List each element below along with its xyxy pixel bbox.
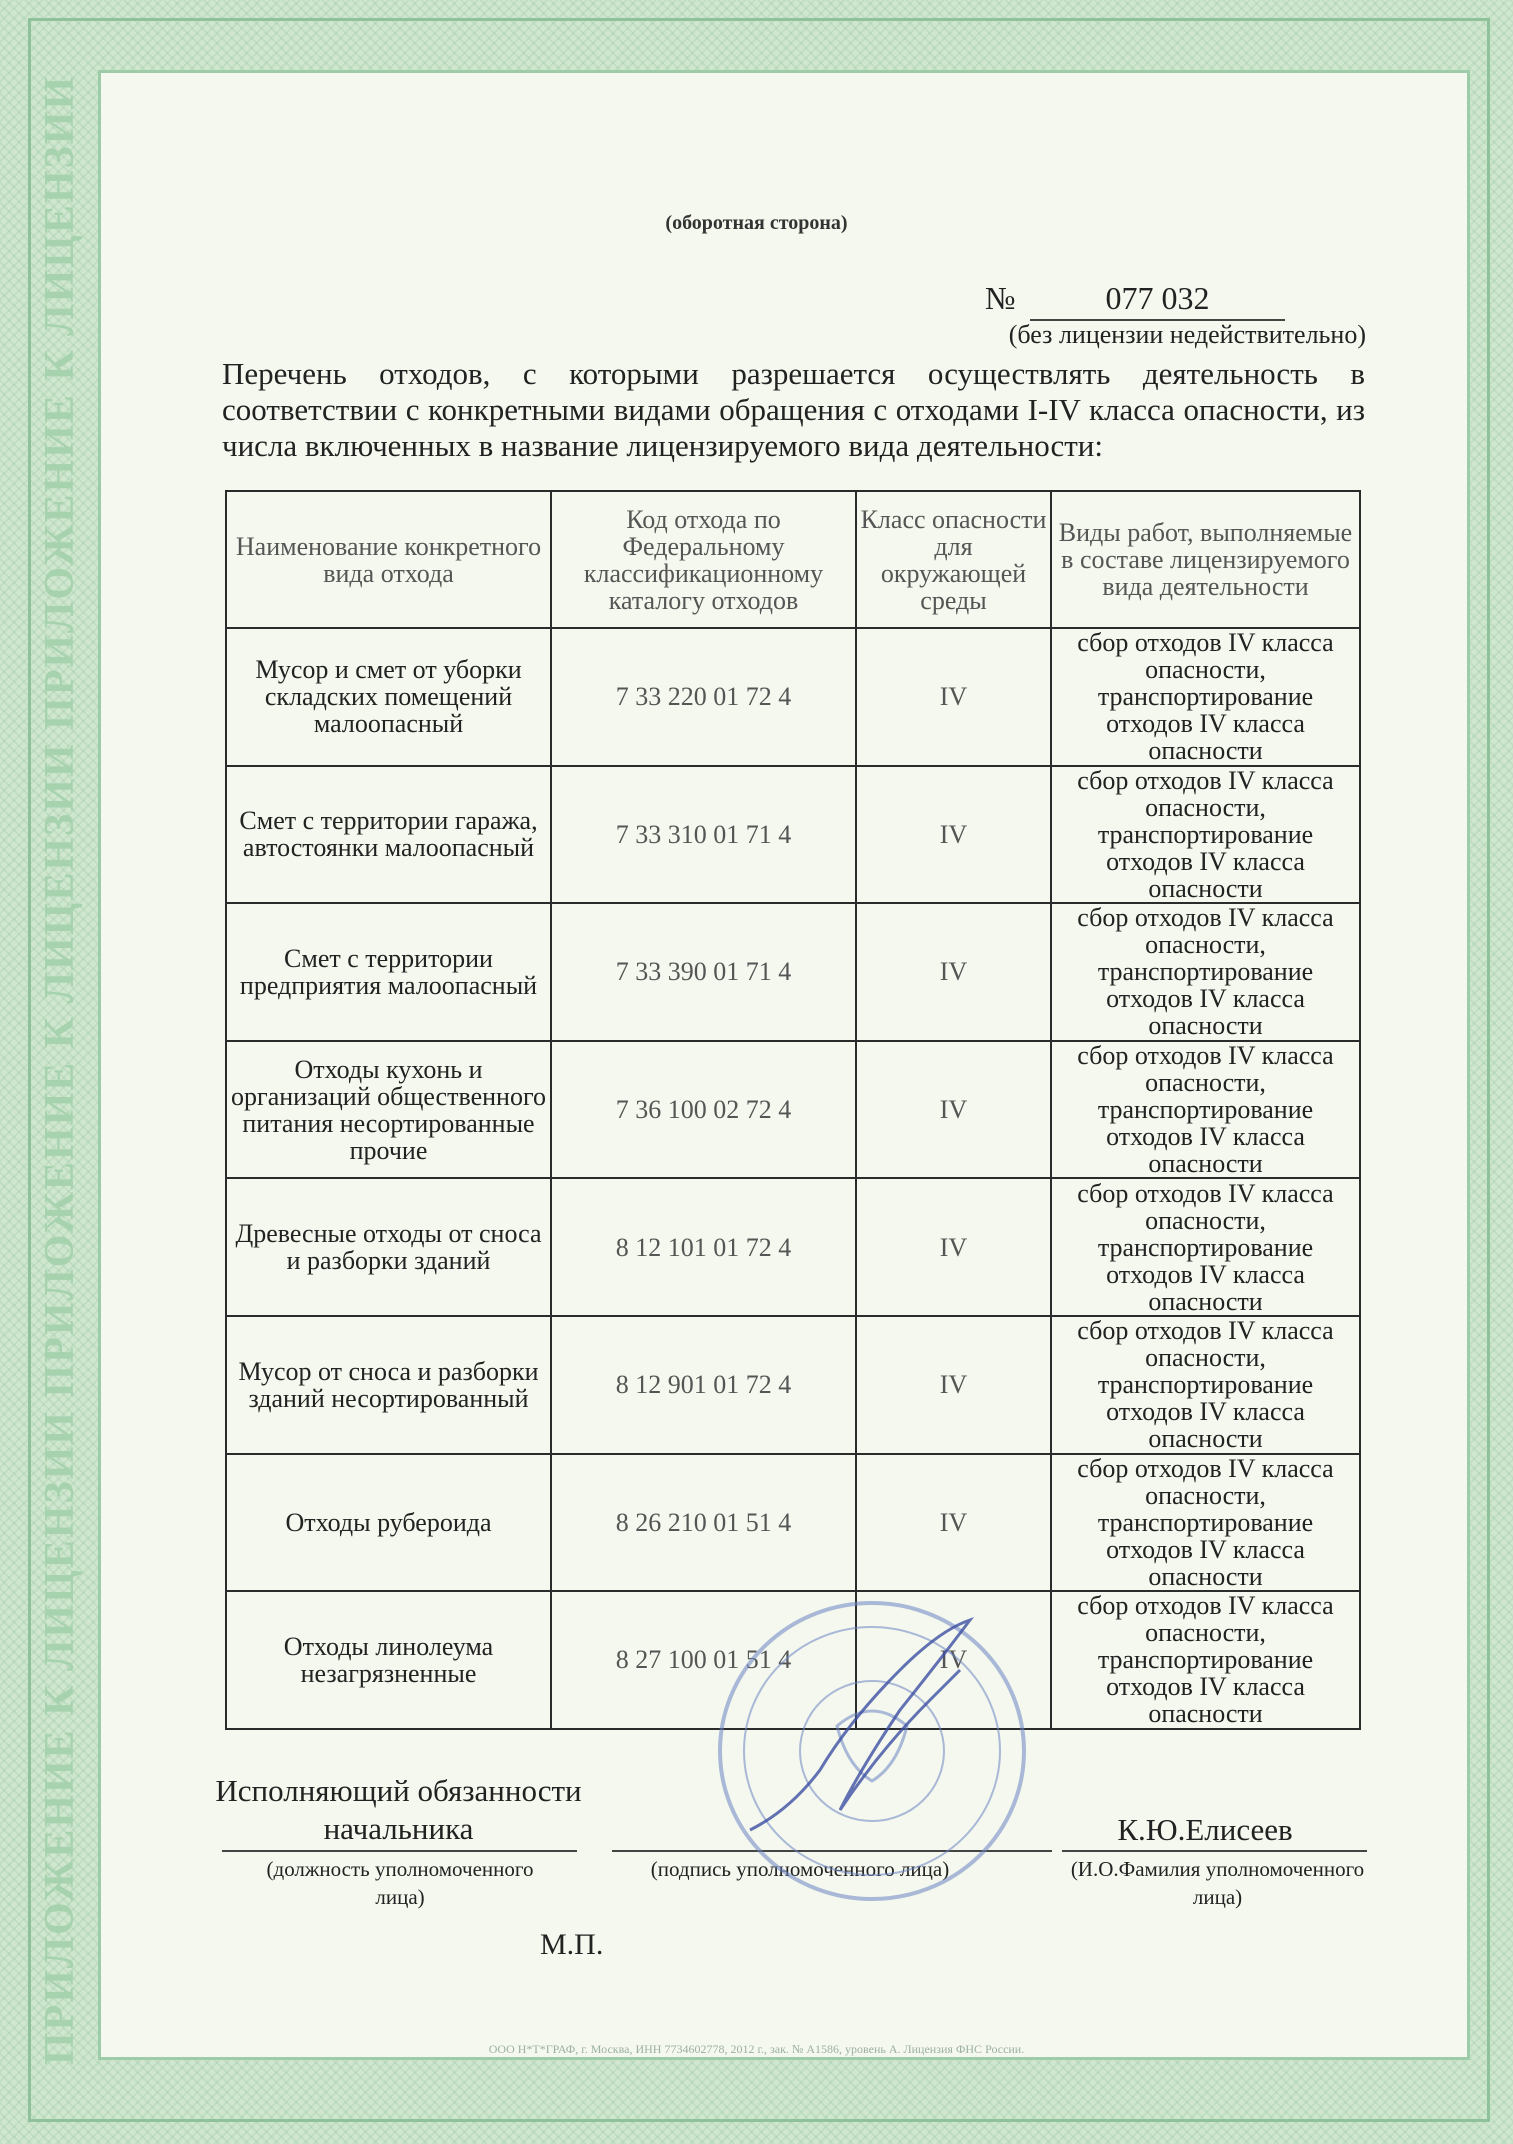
waste-name: Отходы кухонь и организаций общественного питания несортированные прочие	[226, 1041, 551, 1179]
name-underline	[1062, 1850, 1367, 1852]
work-types: сбор отходов IV класса опасности, транспортирование отходов IV класса опасности	[1051, 628, 1360, 766]
table-row	[226, 1178, 1360, 1316]
waste-name: Отходы рубероида	[226, 1454, 551, 1592]
side-banner-text: ПРИЛОЖЕНИЕ К ЛИЦЕНЗИИ ПРИЛОЖЕНИЕ К ЛИЦЕНЗИИ ПРИЛОЖЕНИЕ К ЛИЦЕНЗИИ	[37, 74, 83, 2066]
table-row	[226, 766, 1360, 904]
position-underline	[222, 1850, 577, 1852]
hazard-class: IV	[856, 1454, 1051, 1592]
waste-code: 7 33 390 01 71 4	[551, 903, 856, 1041]
header-hazard-class: Класс опасности для окружающей среды	[856, 491, 1051, 628]
table-row	[226, 628, 1360, 766]
work-types: сбор отходов IV класса опасности, транспортирование отходов IV класса опасности	[1051, 1178, 1360, 1316]
waste-name: Смет с территории предприятия малоопасный	[226, 903, 551, 1041]
hazard-class: IV	[856, 628, 1051, 766]
hazard-class: IV	[856, 903, 1051, 1041]
waste-code: 7 33 310 01 71 4	[551, 766, 856, 904]
work-types: сбор отходов IV класса опасности, транспортирование отходов IV класса опасности	[1051, 903, 1360, 1041]
waste-table	[225, 490, 1361, 1730]
hazard-class: IV	[856, 1591, 1051, 1729]
hazard-class: IV	[856, 1041, 1051, 1179]
handwritten-signature	[730, 1600, 1030, 1860]
work-types: сбор отходов IV класса опасности, транспортирование отходов IV класса опасности	[1051, 1041, 1360, 1179]
signatory-name: К.Ю.Елисеев	[1117, 1812, 1293, 1847]
page-subtitle: (оборотная сторона)	[665, 212, 848, 234]
work-types: сбор отходов IV класса опасности, транспортирование отходов IV класса опасности	[1051, 1454, 1360, 1592]
waste-name: Древесные отходы от сноса и разборки зданий	[226, 1178, 551, 1316]
waste-name: Мусор от сноса и разборки зданий несортированный	[226, 1316, 551, 1454]
table-header-row	[226, 491, 1360, 628]
waste-code: 8 26 210 01 51 4	[551, 1454, 856, 1592]
table-row	[226, 1454, 1360, 1592]
signatory-position: Исполняющий обязанности начальника	[215, 1773, 582, 1846]
waste-code: 8 12 101 01 72 4	[551, 1178, 856, 1316]
seal-place-mark: М.П.	[540, 1928, 604, 1961]
waste-code: 8 12 901 01 72 4	[551, 1316, 856, 1454]
work-types: сбор отходов IV класса опасности, транспортирование отходов IV класса опасности	[1051, 1316, 1360, 1454]
signature-caption: (подпись уполномоченного лица)	[650, 1857, 950, 1881]
work-types: сбор отходов IV класса опасности, транспортирование отходов IV класса опасности	[1051, 1591, 1360, 1729]
work-types: сбор отходов IV класса опасности, транспортирование отходов IV класса опасности	[1051, 766, 1360, 904]
hazard-class: IV	[856, 1316, 1051, 1454]
hazard-class: IV	[856, 766, 1051, 904]
position-caption: (должность уполномоченного лица)	[266, 1857, 534, 1909]
header-work-types: Виды работ, выполняемые в составе лицензируемого вида деятельности	[1051, 491, 1360, 628]
printer-footer: ООО Н*Т*ГРАФ, г. Москва, ИНН 7734602778, 2012 г., зак. № А1586, уровень А. Лицензия ФНС России.	[488, 2042, 1025, 2056]
waste-code: 8 27 100 01 51 4	[551, 1591, 856, 1729]
header-waste-name: Наименование конкретного вида отхода	[226, 491, 551, 628]
license-number	[985, 280, 1305, 324]
waste-code: 7 36 100 02 72 4	[551, 1041, 856, 1179]
waste-code: 7 33 220 01 72 4	[551, 628, 856, 766]
header-waste-code: Код отхода по Федеральному классификационному каталогу отходов	[551, 491, 856, 628]
side-banner	[30, 18, 90, 2122]
waste-name: Смет с территории гаража, автостоянки малоопасный	[226, 766, 551, 904]
intro-paragraph: Перечень отходов, с которыми разрешается осуществлять деятельность в соответствии с конкретными видами обращения с отходами I-IV класса опасности, из числа включенных в название лицензируемого вида деятельности:	[222, 356, 1365, 463]
table-row	[226, 1041, 1360, 1179]
table-row	[226, 903, 1360, 1041]
validity-note: (без лицензии недействительно)	[1008, 320, 1366, 349]
name-caption: (И.О.Фамилия уполномоченного лица)	[1070, 1857, 1365, 1909]
license-number-value: 077 032	[1030, 280, 1285, 321]
table-row	[226, 1316, 1360, 1454]
waste-name: Мусор и смет от уборки складских помещений малоопасный	[226, 628, 551, 766]
number-sign: №	[985, 280, 1016, 316]
hazard-class: IV	[856, 1178, 1051, 1316]
waste-name: Отходы линолеума незагрязненные	[226, 1591, 551, 1729]
